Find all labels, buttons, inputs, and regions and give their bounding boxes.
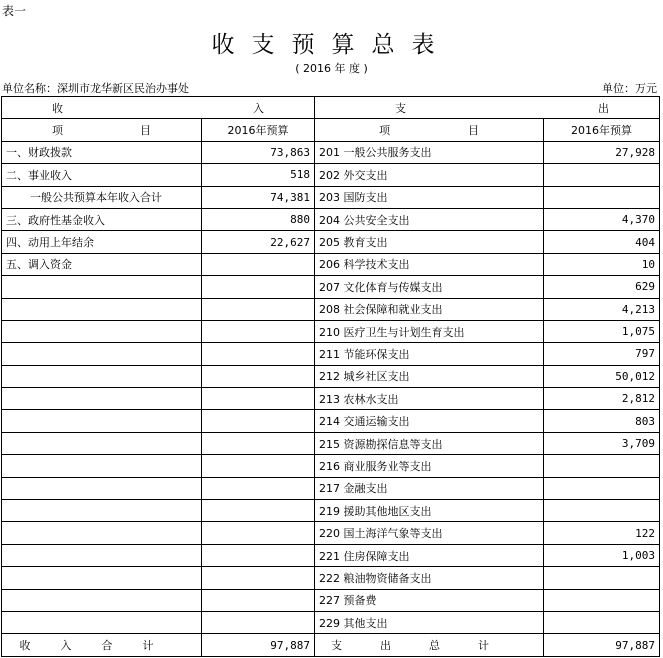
income-item-cell: [2, 365, 202, 387]
expense-value-cell: 2,812: [544, 388, 660, 410]
income-total-value: 97,887: [202, 634, 315, 656]
income-value-cell: [202, 500, 315, 522]
expense-item-cell: 217 金融支出: [315, 477, 544, 499]
budget-table: [1, 96, 660, 657]
income-item-header: [2, 119, 202, 141]
expense-header-left: 支: [395, 101, 406, 115]
income-value-cell: [202, 388, 315, 410]
expense-value-cell: 27,928: [544, 141, 660, 163]
income-value-cell: 880: [202, 208, 315, 230]
income-value-cell: 518: [202, 164, 315, 186]
expense-item-cell: 205 教育支出: [315, 231, 544, 253]
expense-item-cell: 210 医疗卫生与计划生育支出: [315, 320, 544, 342]
expense-item-cell: 227 预备费: [315, 589, 544, 611]
expense-item-header: [315, 119, 544, 141]
expense-item-cell: 229 其他支出: [315, 611, 544, 633]
table-row: [2, 567, 660, 589]
expense-header: [315, 97, 660, 119]
budget-year: ( 2016 年 度 ): [295, 62, 368, 75]
table-row: [2, 320, 660, 342]
table-row: [2, 141, 660, 163]
expense-value-cell: 629: [544, 276, 660, 298]
income-value-cell: [202, 611, 315, 633]
table-row: [2, 388, 660, 410]
expense-item-cell: 211 节能环保支出: [315, 343, 544, 365]
table-row: [2, 276, 660, 298]
income-value-cell: 74,381: [202, 186, 315, 208]
expense-item-cell: 221 住房保障支出: [315, 544, 544, 566]
expense-item-right: 目: [468, 124, 479, 138]
income-item-cell: [2, 567, 202, 589]
corner-label: 表一: [2, 4, 27, 18]
income-total-label: 收入合计: [2, 634, 202, 656]
income-value-cell: [202, 253, 315, 275]
table-row: [2, 455, 660, 477]
income-value-cell: [202, 410, 315, 432]
totals-row: [2, 634, 660, 656]
expense-value-cell: [544, 477, 660, 499]
income-item-cell: [2, 500, 202, 522]
table-row: [2, 343, 660, 365]
expense-value-cell: [544, 186, 660, 208]
expense-value-cell: [544, 500, 660, 522]
expense-item-cell: 206 科学技术支出: [315, 253, 544, 275]
expense-value-cell: 10: [544, 253, 660, 275]
table-row: [2, 477, 660, 499]
table-row: [2, 186, 660, 208]
table-row: [2, 589, 660, 611]
table-row: [2, 432, 660, 454]
expense-item-cell: 213 农林水支出: [315, 388, 544, 410]
income-value-cell: [202, 522, 315, 544]
table-row: [2, 208, 660, 230]
expense-item-cell: 220 国土海洋气象等支出: [315, 522, 544, 544]
income-header: [2, 97, 315, 119]
income-item-cell: [2, 320, 202, 342]
income-value-cell: [202, 298, 315, 320]
expense-header-right: 出: [598, 101, 609, 115]
expense-item-left: 项: [379, 124, 390, 138]
income-item-cell: [2, 432, 202, 454]
header-row-group: [2, 97, 660, 119]
income-value-cell: [202, 477, 315, 499]
income-item-cell: [2, 276, 202, 298]
table-row: [2, 611, 660, 633]
table-row: [2, 164, 660, 186]
page-title: 收支预算总表: [211, 32, 452, 58]
expense-value-cell: [544, 164, 660, 186]
income-value-cell: [202, 365, 315, 387]
table-row: [2, 500, 660, 522]
expense-item-cell: 203 国防支出: [315, 186, 544, 208]
income-value-cell: [202, 544, 315, 566]
expense-value-cell: 1,003: [544, 544, 660, 566]
table-row: [2, 231, 660, 253]
income-item-cell: [2, 388, 202, 410]
expense-value-cell: 122: [544, 522, 660, 544]
income-item-cell: 五、调入资金: [2, 253, 202, 275]
income-item-cell: [2, 611, 202, 633]
income-value-cell: 73,863: [202, 141, 315, 163]
table-row: [2, 544, 660, 566]
income-item-cell: 一、财政拨款: [2, 141, 202, 163]
expense-value-cell: 50,012: [544, 365, 660, 387]
expense-value-cell: 803: [544, 410, 660, 432]
table-row: [2, 522, 660, 544]
expense-value-cell: 404: [544, 231, 660, 253]
table-row: [2, 298, 660, 320]
income-value-cell: 22,627: [202, 231, 315, 253]
income-value-cell: [202, 567, 315, 589]
expense-value-cell: 1,075: [544, 320, 660, 342]
income-item-cell: [2, 455, 202, 477]
income-value-cell: [202, 589, 315, 611]
expense-item-cell: 201 一般公共服务支出: [315, 141, 544, 163]
header-row-columns: [2, 119, 660, 141]
expense-value-cell: 4,213: [544, 298, 660, 320]
expense-value-cell: 3,709: [544, 432, 660, 454]
income-item-right: 目: [140, 124, 151, 138]
income-item-cell: [2, 410, 202, 432]
expense-item-cell: 215 资源勘探信息等支出: [315, 432, 544, 454]
income-item-cell: [2, 544, 202, 566]
expense-item-cell: 219 援助其他地区支出: [315, 500, 544, 522]
expense-item-cell: 214 交通运输支出: [315, 410, 544, 432]
income-item-cell: [2, 343, 202, 365]
expense-value-cell: [544, 611, 660, 633]
income-header-left: 收: [52, 101, 63, 115]
expense-value-cell: [544, 455, 660, 477]
expense-value-cell: [544, 589, 660, 611]
income-item-cell: [2, 522, 202, 544]
income-item-cell: 四、动用上年结余: [2, 231, 202, 253]
expense-value-cell: [544, 567, 660, 589]
expense-item-cell: 207 文化体育与传媒支出: [315, 276, 544, 298]
income-item-cell: 三、政府性基金收入: [2, 208, 202, 230]
table-row: [2, 253, 660, 275]
currency-unit: 单位：万元: [602, 82, 657, 95]
expense-item-cell: 222 粮油物资储备支出: [315, 567, 544, 589]
income-item-cell: 二、事业收入: [2, 164, 202, 186]
income-value-cell: [202, 320, 315, 342]
expense-value-cell: 797: [544, 343, 660, 365]
unit-name: 单位名称：深圳市龙华新区民治办事处: [2, 82, 189, 95]
income-value-cell: [202, 455, 315, 477]
income-item-cell: 一般公共预算本年收入合计: [2, 186, 202, 208]
income-value-cell: [202, 276, 315, 298]
income-header-right: 入: [253, 101, 264, 115]
income-item-cell: [2, 477, 202, 499]
expense-item-cell: 216 商业服务业等支出: [315, 455, 544, 477]
income-item-cell: [2, 298, 202, 320]
expense-item-cell: 212 城乡社区支出: [315, 365, 544, 387]
income-value-cell: [202, 432, 315, 454]
income-budget-header: 2016年预算: [202, 119, 315, 141]
expense-total-value: 97,887: [544, 634, 660, 656]
expense-item-cell: 204 公共安全支出: [315, 208, 544, 230]
income-value-cell: [202, 343, 315, 365]
table-row: [2, 410, 660, 432]
expense-item-cell: 208 社会保障和就业支出: [315, 298, 544, 320]
income-item-cell: [2, 589, 202, 611]
income-item-left: 项: [52, 124, 63, 138]
expense-budget-header: 2016年预算: [544, 119, 660, 141]
expense-value-cell: 4,370: [544, 208, 660, 230]
expense-total-label: 支出总计: [315, 634, 544, 656]
expense-item-cell: 202 外交支出: [315, 164, 544, 186]
table-row: [2, 365, 660, 387]
